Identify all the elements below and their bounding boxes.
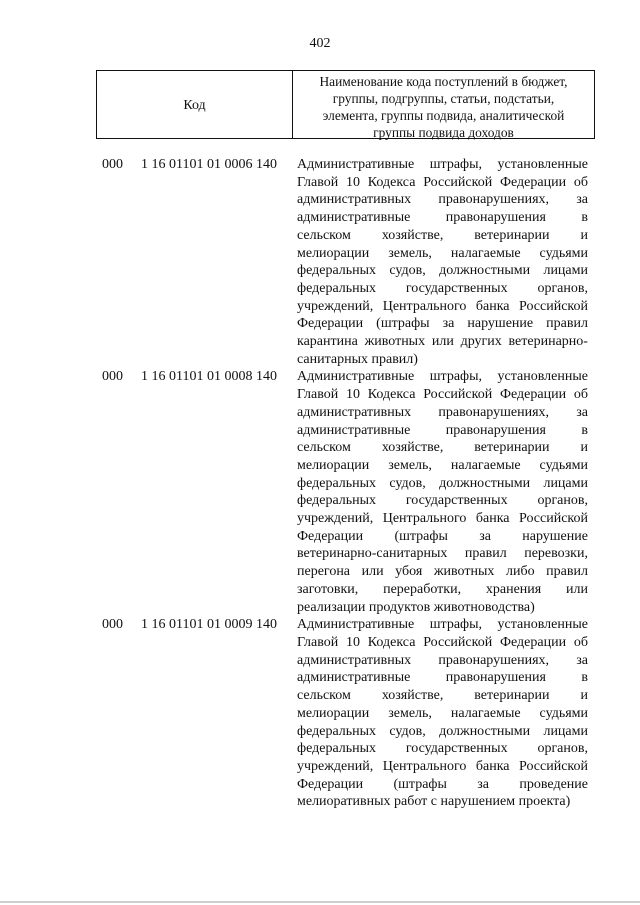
- description-word: (штрафы: [393, 776, 447, 792]
- description-line: [297, 616, 588, 634]
- description-line: [297, 191, 588, 209]
- description-word: Федерации: [499, 634, 567, 650]
- description-word: Российской: [519, 511, 588, 527]
- description-line: [297, 245, 588, 263]
- description-word: государственных: [405, 280, 508, 296]
- description-word: органов,: [537, 741, 588, 757]
- name-column-header: [293, 71, 594, 138]
- description-word: правонарушения: [445, 210, 546, 226]
- description-word: земель,: [388, 245, 432, 261]
- description-word: судов,: [389, 263, 426, 279]
- revenue-description: [297, 368, 588, 616]
- table-row: [0, 368, 640, 616]
- revenue-code: 1 16 01101 01 0008 140: [141, 369, 277, 385]
- description-word: и: [580, 688, 588, 704]
- description-word: налагаемые: [450, 245, 521, 261]
- description-word: проведение: [519, 776, 588, 792]
- description-word: 10: [346, 174, 361, 190]
- description-word: сельском: [297, 227, 351, 243]
- description-word: административные: [297, 422, 411, 438]
- description-word: судьями: [539, 705, 588, 721]
- description-word: Главой: [297, 387, 339, 403]
- description-word: государственных: [405, 493, 508, 509]
- description-line: [297, 510, 588, 528]
- description-word: в: [581, 210, 588, 226]
- description-line: [297, 475, 588, 493]
- description-line: [297, 776, 588, 794]
- description-line: [297, 333, 588, 351]
- description-word: и: [580, 227, 588, 243]
- description-word: Центрального: [382, 511, 467, 527]
- description-word: за: [477, 776, 490, 792]
- description-line: [297, 351, 588, 369]
- description-line: [297, 723, 588, 741]
- description-line: [297, 209, 588, 227]
- description-word: и: [580, 440, 588, 456]
- description-word: заготовки,: [297, 581, 359, 597]
- page-number: 402: [309, 36, 331, 51]
- description-word: судьями: [539, 457, 588, 473]
- description-word: в: [581, 670, 588, 686]
- description-word: федеральных: [297, 723, 377, 739]
- table-row: [0, 616, 640, 811]
- description-line: [297, 457, 588, 475]
- revenue-description: [297, 616, 588, 811]
- revenue-code: 1 16 01101 01 0006 140: [141, 157, 277, 172]
- description-word: об: [573, 634, 588, 650]
- description-word: штрафы,: [429, 157, 483, 172]
- description-word: животных: [364, 334, 426, 350]
- description-word: мелиорации: [297, 457, 370, 473]
- description-word: Административные: [297, 369, 415, 385]
- description-line: [297, 758, 588, 776]
- description-word: или: [361, 564, 384, 580]
- description-word: штрафы,: [429, 369, 483, 385]
- description-line: [297, 687, 588, 705]
- description-word: должностными: [439, 475, 531, 491]
- description-word: нарушение: [522, 528, 588, 544]
- description-word: ветеринарно-санитарных: [297, 546, 448, 562]
- description-word: федеральных: [297, 493, 377, 509]
- description-word: Федерации: [297, 316, 364, 332]
- description-word: лицами: [543, 475, 588, 491]
- description-word: за: [576, 404, 588, 420]
- description-word: Федерации: [297, 528, 364, 544]
- description-word: земель,: [388, 457, 432, 473]
- description-word: земель,: [388, 705, 432, 721]
- description-word: Центрального: [382, 298, 467, 314]
- description-word: Кодекса: [367, 634, 416, 650]
- description-line: [297, 599, 588, 617]
- description-word: установленные: [497, 369, 588, 385]
- description-line: [297, 422, 588, 440]
- description-word: судов,: [389, 723, 426, 739]
- description-word: об: [573, 387, 588, 403]
- description-word: налагаемые: [450, 457, 521, 473]
- description-word: либо: [505, 564, 535, 580]
- description-word: за: [576, 192, 588, 208]
- description-word: переработки,: [383, 581, 462, 597]
- description-word: об: [573, 174, 588, 190]
- description-word: санитарных правил): [297, 351, 418, 367]
- description-word: должностными: [439, 263, 531, 279]
- description-word: за: [576, 652, 588, 668]
- description-line: [297, 298, 588, 316]
- description-line: [297, 492, 588, 510]
- description-word: сельском: [297, 440, 351, 456]
- description-word: Главой: [297, 634, 339, 650]
- description-word: государственных: [405, 741, 508, 757]
- description-line: [297, 227, 588, 245]
- description-word: лицами: [543, 723, 588, 739]
- description-word: нарушение: [467, 316, 534, 332]
- description-line: [297, 634, 588, 652]
- description-word: органов,: [537, 280, 588, 296]
- description-word: животных: [433, 564, 495, 580]
- description-line: [297, 740, 588, 758]
- description-line: [297, 581, 588, 599]
- description-line: [297, 156, 588, 174]
- description-word: хозяйстве,: [381, 440, 444, 456]
- admin-code: 000: [102, 157, 123, 172]
- description-line: [297, 368, 588, 386]
- description-word: Административные: [297, 617, 415, 633]
- description-word: мелиоративных работ с нарушением проекта): [297, 794, 571, 810]
- name-header-line: Наименование кода поступлений в бюджет,: [319, 74, 568, 89]
- description-word: федеральных: [297, 280, 377, 296]
- description-word: ветеринарии: [474, 688, 550, 704]
- description-line: [297, 669, 588, 687]
- description-word: административных: [297, 192, 412, 208]
- description-line: [297, 563, 588, 581]
- revenue-code: 1 16 01101 01 0009 140: [141, 617, 277, 633]
- description-word: Федерации: [499, 387, 567, 403]
- description-word: хранения: [485, 581, 542, 597]
- description-word: Кодекса: [367, 387, 416, 403]
- table-header: [96, 70, 595, 139]
- description-word: хозяйстве,: [381, 227, 444, 243]
- description-word: федеральных: [297, 741, 377, 757]
- description-word: административные: [297, 670, 411, 686]
- description-word: за: [442, 316, 455, 332]
- description-word: банка: [475, 758, 510, 774]
- description-word: или: [566, 581, 588, 597]
- description-line: [297, 386, 588, 404]
- name-header-line: группы, подгруппы, статьи, подстатьи,: [332, 91, 555, 106]
- description-word: ветеринарии: [474, 440, 550, 456]
- description-word: банка: [475, 511, 510, 527]
- name-header-line: группы подвида доходов: [373, 125, 514, 140]
- description-word: Федерации: [499, 174, 567, 190]
- admin-code: 000: [102, 369, 123, 385]
- description-word: Российской: [423, 174, 493, 190]
- description-word: (штрафы: [394, 528, 448, 544]
- description-word: лицами: [543, 263, 588, 279]
- description-word: Российской: [519, 758, 588, 774]
- description-word: или: [431, 334, 454, 350]
- description-word: Российской: [423, 634, 493, 650]
- description-word: в: [581, 422, 588, 438]
- description-word: административные: [297, 210, 411, 226]
- description-word: правил: [546, 316, 588, 332]
- revenue-description: [297, 156, 588, 368]
- description-word: федеральных: [297, 475, 377, 491]
- description-word: правил: [546, 564, 588, 580]
- description-word: Российской: [423, 387, 493, 403]
- description-word: ветеринарии: [474, 227, 550, 243]
- description-word: правонарушения: [445, 670, 546, 686]
- description-word: 10: [346, 634, 361, 650]
- description-word: перевозки,: [524, 546, 588, 562]
- description-line: [297, 439, 588, 457]
- description-word: хозяйстве,: [381, 688, 444, 704]
- description-word: судьями: [539, 245, 588, 261]
- description-word: мелиорации: [297, 705, 370, 721]
- description-word: Федерации: [297, 776, 364, 792]
- description-word: банка: [475, 298, 510, 314]
- table-row: [0, 156, 640, 368]
- description-word: органов,: [537, 493, 588, 509]
- description-word: административных: [297, 404, 412, 420]
- description-word: учреждений,: [297, 298, 374, 314]
- table-body: [0, 156, 640, 811]
- description-word: ветеринарно-: [508, 334, 588, 350]
- description-word: Главой: [297, 174, 339, 190]
- description-line: [297, 262, 588, 280]
- description-word: (штрафы: [376, 316, 430, 332]
- description-word: мелиорации: [297, 245, 370, 261]
- description-word: правонарушениях,: [438, 192, 550, 208]
- description-word: перегона: [297, 564, 351, 580]
- description-line: [297, 174, 588, 192]
- code-column-header: Код: [97, 71, 293, 138]
- description-word: Центрального: [382, 758, 467, 774]
- description-word: налагаемые: [450, 705, 521, 721]
- description-word: карантина: [297, 334, 358, 350]
- description-word: Кодекса: [367, 174, 416, 190]
- description-word: установленные: [497, 617, 588, 633]
- description-line: [297, 528, 588, 546]
- description-word: административных: [297, 652, 412, 668]
- description-line: [297, 280, 588, 298]
- description-word: Административные: [297, 157, 415, 172]
- description-line: [297, 705, 588, 723]
- description-word: правонарушениях,: [438, 652, 550, 668]
- description-word: убоя: [395, 564, 423, 580]
- description-line: [297, 793, 588, 811]
- description-word: 10: [346, 387, 361, 403]
- description-word: учреждений,: [297, 511, 374, 527]
- description-word: должностными: [439, 723, 531, 739]
- description-line: [297, 652, 588, 670]
- scan-edge-divider: [0, 901, 640, 903]
- description-word: правонарушениях,: [438, 404, 550, 420]
- description-word: Российской: [519, 298, 588, 314]
- description-word: учреждений,: [297, 758, 374, 774]
- description-line: [297, 404, 588, 422]
- description-word: других: [460, 334, 502, 350]
- description-line: [297, 315, 588, 333]
- description-word: федеральных: [297, 263, 377, 279]
- description-word: установленные: [497, 157, 588, 172]
- description-word: за: [479, 528, 491, 544]
- description-word: сельском: [297, 688, 351, 704]
- description-word: правонарушения: [445, 422, 546, 438]
- description-word: правил: [464, 546, 507, 562]
- name-header-line: элемента, группы подвида, аналитической: [322, 108, 565, 123]
- description-word: судов,: [389, 475, 426, 491]
- description-line: [297, 545, 588, 563]
- description-word: реализации продуктов животноводства): [297, 599, 535, 615]
- description-word: штрафы,: [429, 617, 483, 633]
- admin-code: 000: [102, 617, 123, 633]
